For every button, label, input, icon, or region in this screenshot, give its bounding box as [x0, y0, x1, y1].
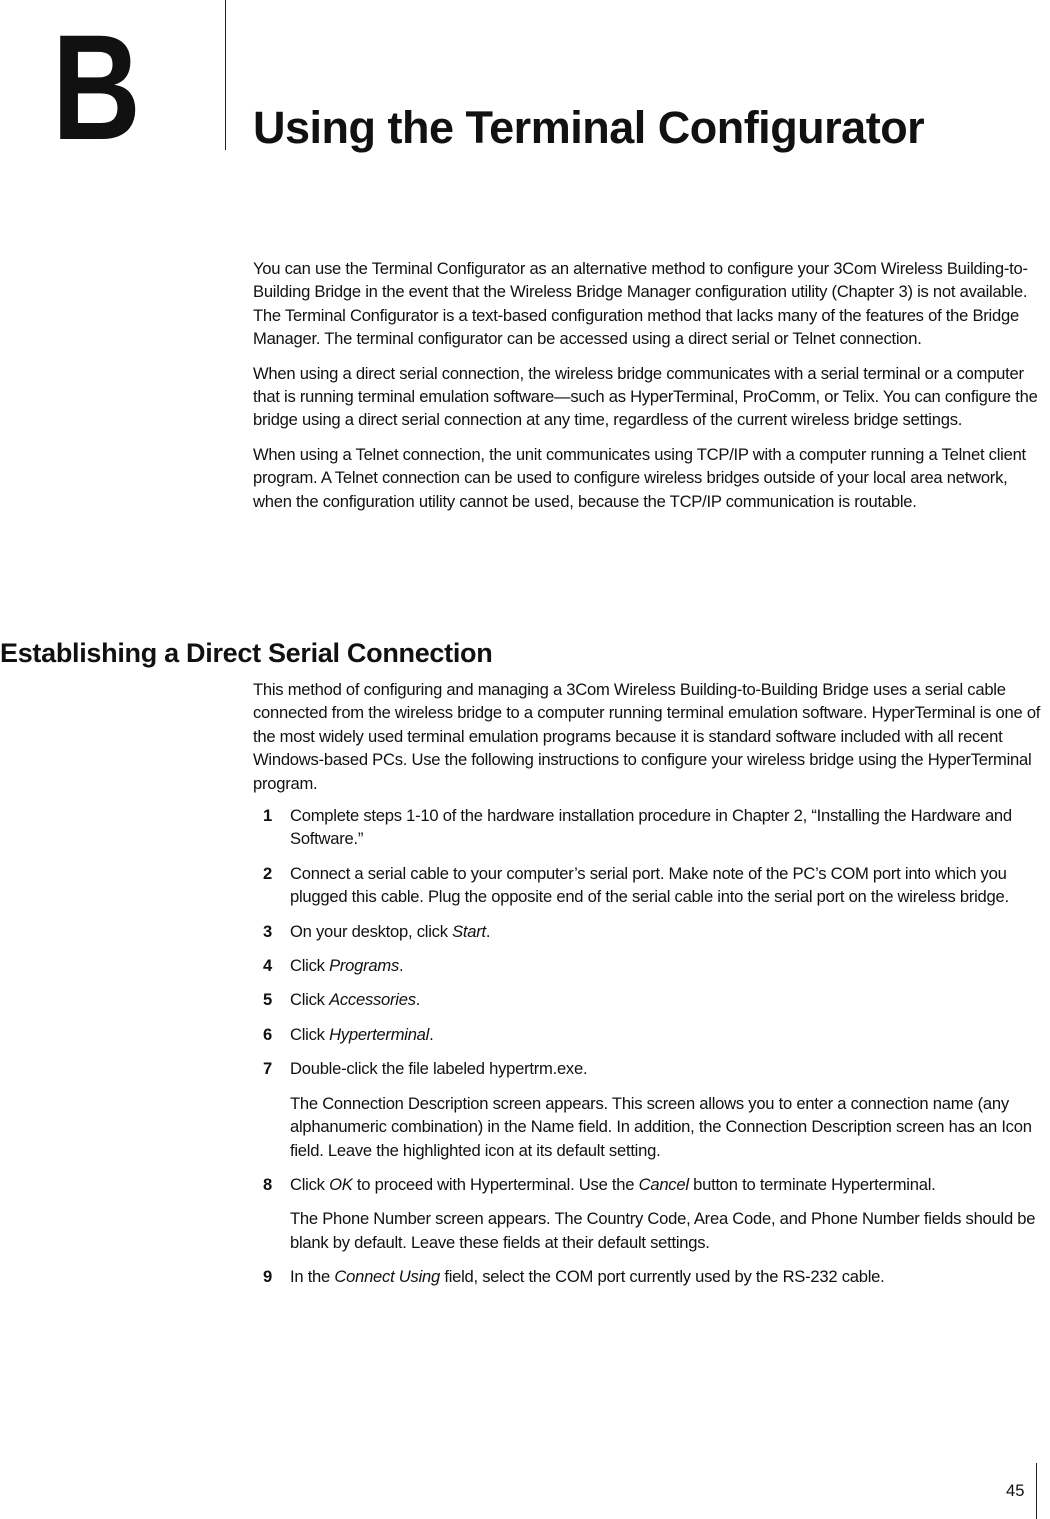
- step-text: button to terminate Hyperterminal.: [688, 1174, 936, 1194]
- step-text: Click: [290, 956, 330, 976]
- step-text: Complete steps 1-10 of the hardware installation procedure in Chapter 2, “Installing the Hardware and Software.”: [290, 806, 1012, 849]
- step-emphasis: Cancel: [638, 1174, 689, 1194]
- step-text: Click: [290, 1174, 330, 1194]
- intro-block: [253, 257, 1048, 524]
- step-text: .: [399, 956, 404, 976]
- step-item: [253, 1173, 1048, 1196]
- step-number: 1: [263, 806, 272, 826]
- step-emphasis: Programs: [329, 956, 399, 976]
- step-emphasis: Connect Using: [334, 1267, 440, 1287]
- step-emphasis: Start: [452, 921, 486, 941]
- step-item: [253, 920, 1048, 943]
- step-note: The Connection Description screen appears. This screen allows you to enter a connection name (any alphanumeric combination) in the Name field. In addition, the Connection Description screen has an Icon field. Leave the highlighted icon at its default setting.: [290, 1093, 1032, 1160]
- step-emphasis: OK: [329, 1174, 353, 1194]
- step-number: 4: [263, 956, 272, 976]
- intro-paragraph: When using a direct serial connection, the wireless bridge communicates with a serial terminal or a computer that is running terminal emulation software—such as HyperTerminal, ProComm, or Telix. You can configure the bridge using a direct serial connection at any time, regardless of the current wireless bridge settings.: [253, 363, 1038, 430]
- intro-paragraph: When using a Telnet connection, the unit communicates using TCP/IP with a computer running a Telnet client program. A Telnet connection can be used to configure wireless bridges outside of your local area network, when the configuration utility cannot be used, because the TCP/IP communication is routable.: [253, 444, 1026, 511]
- step-item: [253, 954, 1048, 977]
- chapter-divider-rule: [225, 0, 226, 150]
- step-item: [253, 1023, 1048, 1046]
- step-number: 3: [263, 921, 272, 941]
- step-item: [253, 988, 1048, 1011]
- steps-list: [253, 804, 1048, 1289]
- step-emphasis: Accessories: [329, 990, 416, 1010]
- step-item: [253, 1057, 1048, 1080]
- intro-paragraph: You can use the Terminal Configurator as an alternative method to configure your 3Com Wireless Building-to-Building Bridge in the event that the Wireless Bridge Manager configuration utility (Chapter 3) is not available. The Terminal Configurator is a text-based configuration method that lacks many of the features of the Bridge Manager. The terminal configurator can be accessed using a direct serial or Telnet connection.: [253, 259, 1028, 349]
- step-item: [253, 804, 1048, 851]
- chapter-letter: B: [52, 3, 141, 171]
- step-note: The Phone Number screen appears. The Country Code, Area Code, and Phone Number fields should be blank by default. Leave these fields at their default settings.: [290, 1209, 1036, 1252]
- step-text: Double-click the file labeled hypertrm.exe.: [290, 1059, 588, 1079]
- step-text: In the: [290, 1267, 335, 1287]
- step-number: 5: [263, 990, 272, 1010]
- step-text: field, select the COM port currently used by the RS-232 cable.: [439, 1267, 885, 1287]
- step-text: .: [415, 990, 421, 1010]
- step-number: 2: [263, 863, 272, 883]
- step-text: Connect a serial cable to your computer’s serial port. Make note of the PC’s COM port into which you plugged this cable. Plug the opposite end of the serial cable into the serial port on the wireless bridge.: [290, 863, 1009, 907]
- step-text: Click: [290, 990, 330, 1010]
- section-body: [253, 678, 1048, 1300]
- step-item: [253, 1265, 1048, 1288]
- step-number: 9: [263, 1267, 272, 1287]
- step-emphasis: Hyperterminal: [329, 1024, 430, 1044]
- chapter-title: Using the Terminal Configurator: [253, 102, 925, 153]
- step-number: 6: [263, 1024, 272, 1044]
- step-text: to proceed with Hyperterminal. Use the: [352, 1174, 639, 1194]
- section-intro: This method of configuring and managing a 3Com Wireless Building-to-Building Bridge uses a serial cable connected from the wireless bridge to a computer running terminal emulation software. HyperTerminal is one of the most widely used terminal emulation programs because it is standard software included with all recent Windows-based PCs. Use the following instructions to configure your wireless bridge using the HyperTerminal program.: [253, 680, 1041, 793]
- page-number: 45: [1006, 1481, 1025, 1500]
- step-number: 8: [263, 1174, 272, 1194]
- step-text: .: [429, 1024, 434, 1044]
- page-number-rule: [1036, 1463, 1037, 1519]
- step-text: Click: [290, 1024, 330, 1044]
- step-item: [253, 862, 1048, 909]
- step-text: .: [485, 921, 491, 941]
- section-heading: Establishing a Direct Serial Connection: [0, 638, 493, 668]
- step-number: 7: [263, 1059, 272, 1079]
- step-text: On your desktop, click: [290, 921, 453, 941]
